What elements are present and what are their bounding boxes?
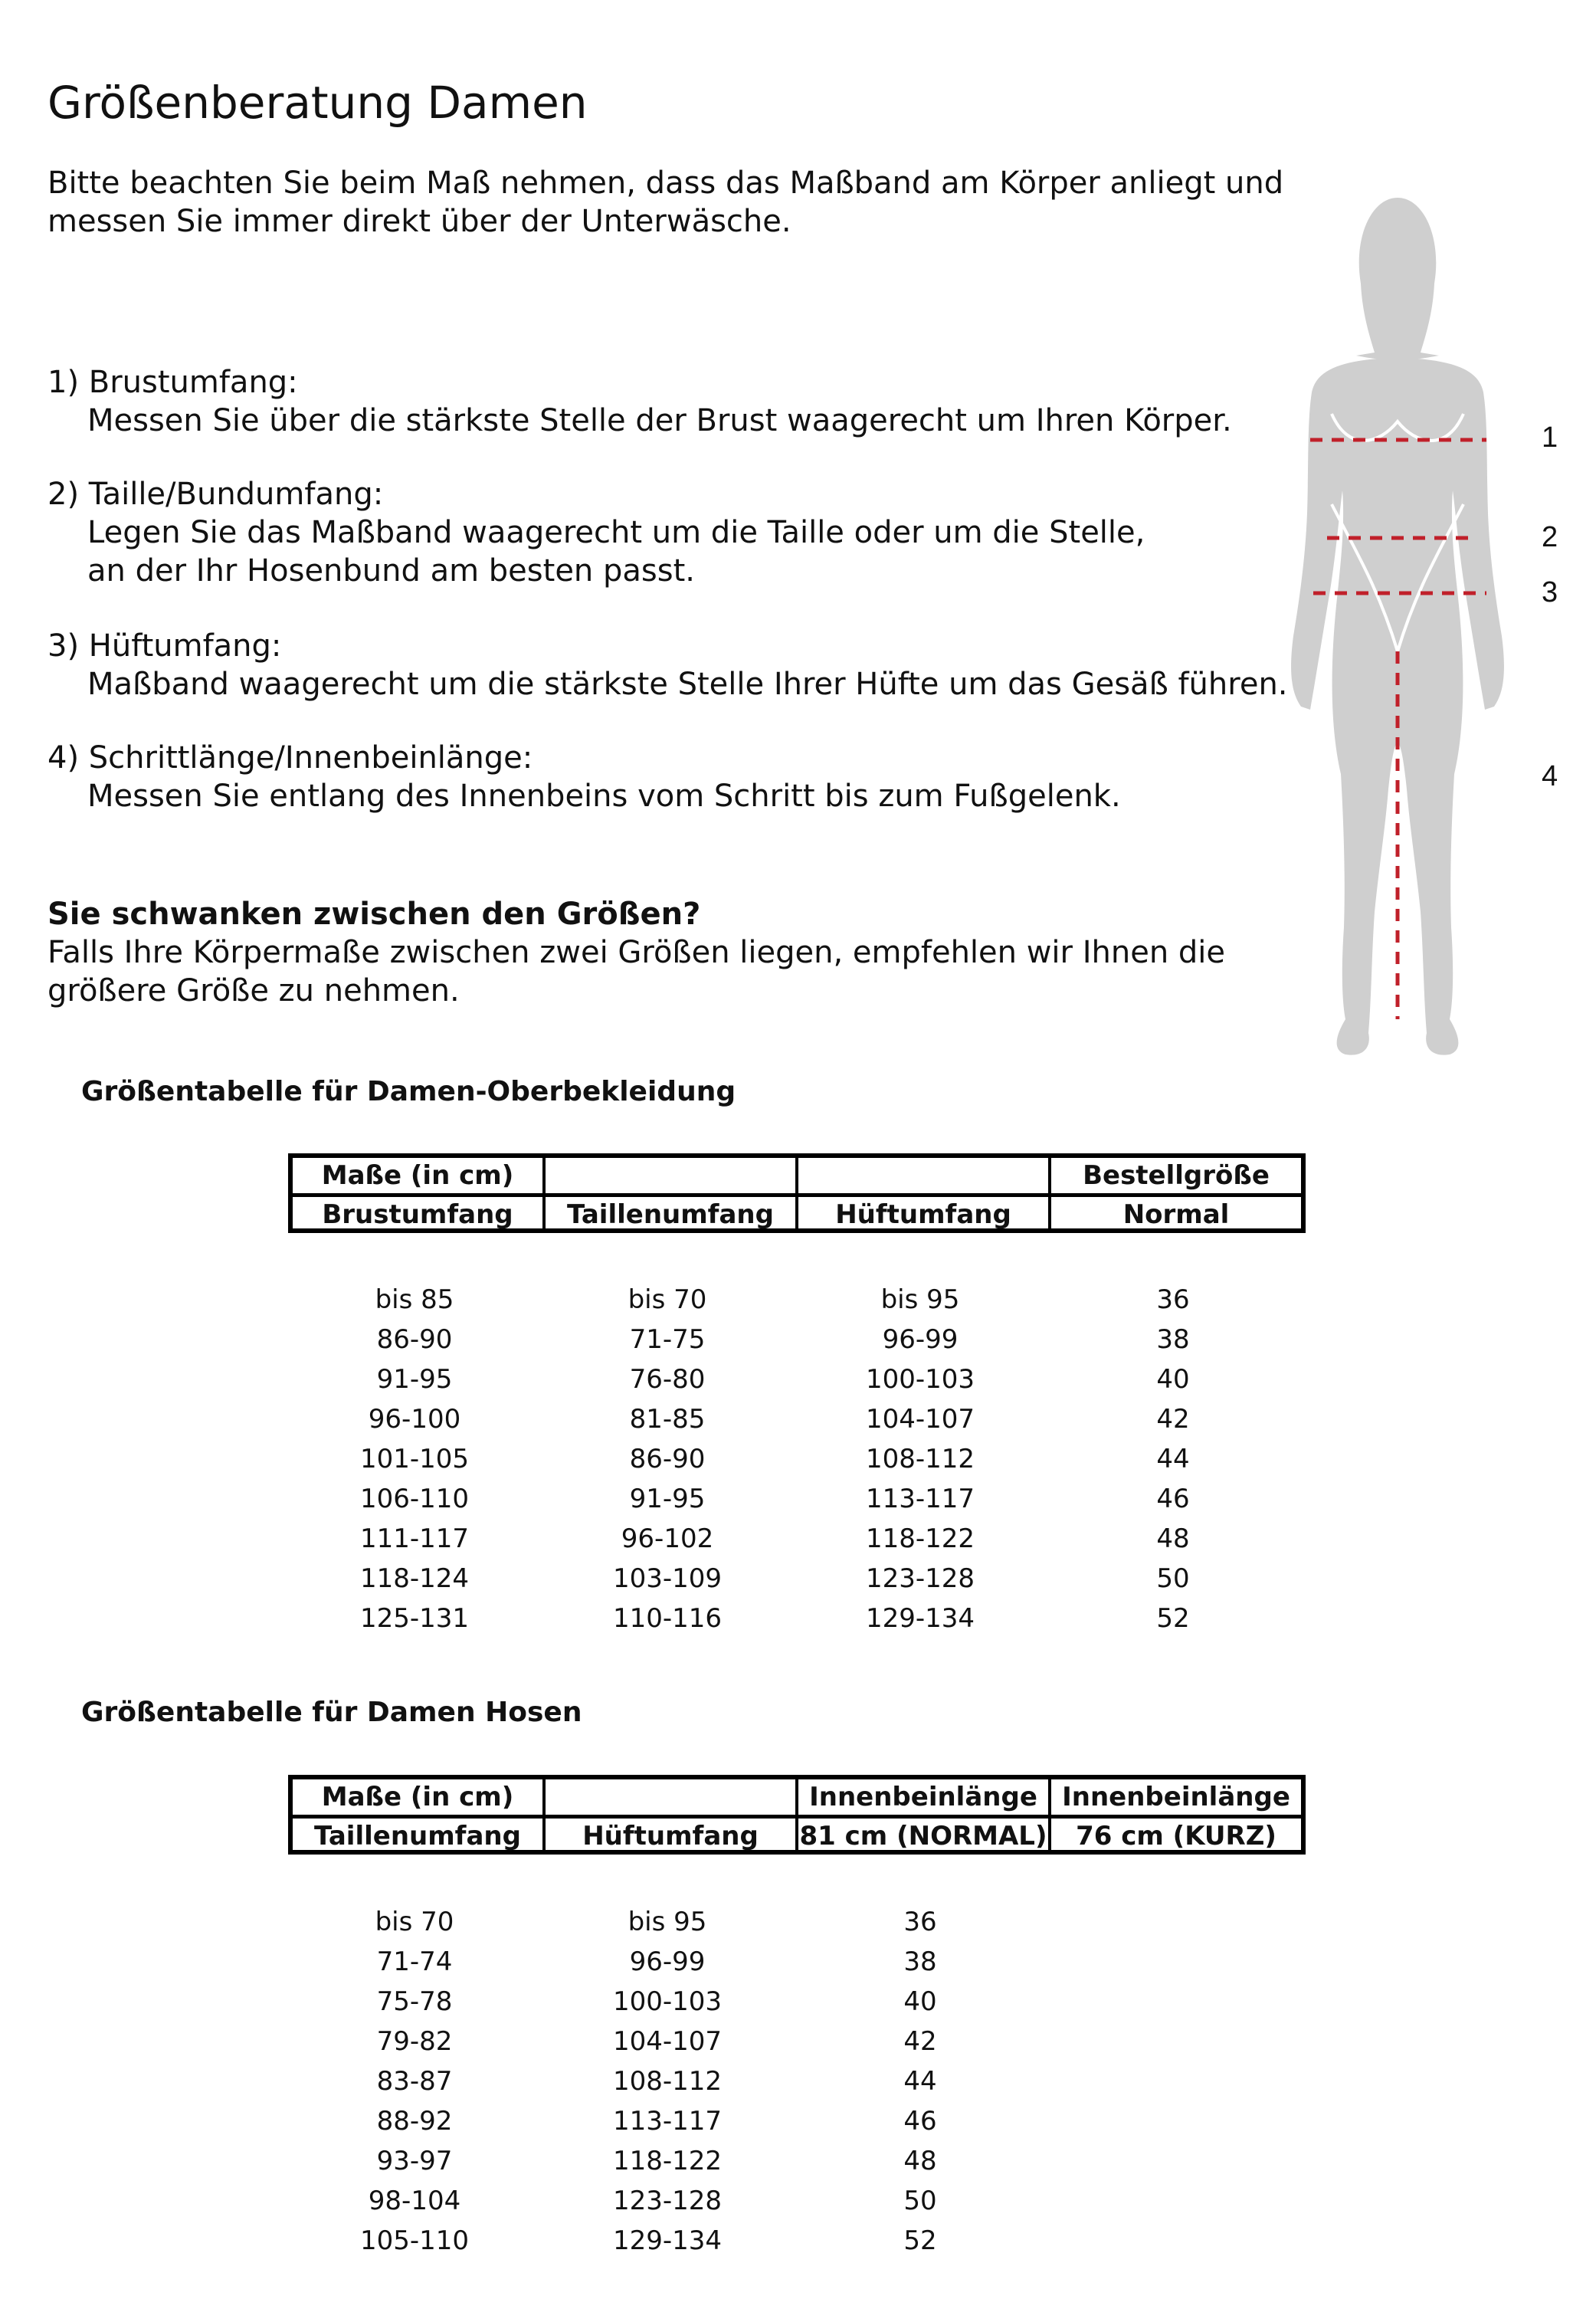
- table-row: [288, 2181, 1306, 2221]
- table-cell: 46: [903, 2106, 937, 2137]
- table-cell: 52: [1156, 1603, 1190, 1634]
- table-cell: 52: [903, 2225, 937, 2256]
- table-cell: 104-107: [612, 2026, 723, 2057]
- table-cell: bis 70: [375, 1907, 454, 1937]
- table-row: [288, 1902, 1306, 1942]
- table-cell: 96-99: [882, 1324, 959, 1355]
- table-row: [288, 2101, 1306, 2141]
- table-cell: 105-110: [359, 2225, 470, 2256]
- table-cell: 42: [1156, 1404, 1190, 1435]
- table-cell: 104-107: [865, 1404, 975, 1435]
- table-row: [288, 1439, 1306, 1479]
- table-cell: 36: [903, 1907, 937, 1937]
- size-advice: [48, 895, 1225, 1010]
- table-cell: 86-90: [629, 1444, 706, 1474]
- table-cell: 103-109: [612, 1563, 723, 1594]
- table-cell: 129-134: [865, 1603, 975, 1634]
- table-caption-hosen: Größentabelle für Damen Hosen: [81, 1697, 582, 1728]
- section-hueftumfang: [48, 627, 1288, 703]
- intro-line: Bitte beachten Sie beim Maß nehmen, dass das Maßband am Körper anliegt und: [48, 166, 1284, 201]
- section-text: Maßband waagerecht um die stärkste Stelle Ihrer Hüfte um das Gesäß führen.: [87, 667, 1288, 702]
- table-cell: 44: [1156, 1444, 1190, 1474]
- table-row: [288, 2061, 1306, 2101]
- section-heading: 2) Taille/Bundumfang:: [48, 477, 384, 512]
- table-cell: 96-99: [629, 1946, 706, 1977]
- table-cell: 38: [1156, 1324, 1190, 1355]
- table-cell: 71-74: [376, 1946, 453, 1977]
- header-cell: Normal: [1122, 1199, 1230, 1230]
- table-header-hosen: [288, 1775, 1306, 1855]
- table-cell: 40: [1156, 1364, 1190, 1395]
- table-cell: 81-85: [629, 1404, 706, 1435]
- table-cell: 108-112: [865, 1444, 975, 1474]
- table-cell: 125-131: [359, 1603, 470, 1634]
- table-cell: 91-95: [376, 1364, 453, 1395]
- header-cell: Brustumfang: [293, 1197, 546, 1232]
- table-cell: 101-105: [359, 1444, 470, 1474]
- table-cell: 48: [1156, 1523, 1190, 1554]
- table-row: [288, 1559, 1306, 1599]
- figure-label-2: 2: [1542, 521, 1558, 553]
- table-cell: 50: [903, 2186, 937, 2216]
- size-advice-text: größere Größe zu nehmen.: [48, 973, 460, 1008]
- table-cell: 36: [1156, 1284, 1190, 1315]
- table-row: [288, 1599, 1306, 1638]
- table-cell: 86-90: [376, 1324, 453, 1355]
- table-cell: 129-134: [612, 2225, 723, 2256]
- table-row: [288, 2221, 1306, 2261]
- table-cell: 93-97: [376, 2146, 453, 2176]
- header-cell: Maße (in cm): [293, 1158, 546, 1193]
- table-row: [288, 1519, 1306, 1559]
- table-row: [288, 1320, 1306, 1359]
- header-cell: [546, 1779, 798, 1815]
- header-cell: 81 cm (NORMAL): [798, 1819, 1051, 1854]
- table-cell: 123-128: [612, 2186, 723, 2216]
- table-row: [288, 1399, 1306, 1439]
- table-cell: bis 95: [880, 1284, 960, 1315]
- table-cell: bis 85: [375, 1284, 454, 1315]
- header-cell: Maße (in cm): [293, 1779, 546, 1815]
- body-silhouette-figure: [1257, 192, 1517, 1065]
- table-cell: bis 70: [628, 1284, 707, 1315]
- table-cell: 118-122: [865, 1523, 975, 1554]
- page-title: Größenberatung Damen: [48, 77, 588, 129]
- table-cell: 79-82: [376, 2026, 453, 2057]
- table-cell: 123-128: [865, 1563, 975, 1594]
- intro-paragraph: [48, 164, 1283, 241]
- table-cell: 71-75: [629, 1324, 706, 1355]
- table-cell: 111-117: [359, 1523, 470, 1554]
- header-cell: [546, 1158, 798, 1193]
- section-text: Messen Sie entlang des Innenbeins vom Schritt bis zum Fußgelenk.: [87, 779, 1121, 814]
- table-cell: 118-122: [612, 2146, 723, 2176]
- figure-label-4: 4: [1542, 760, 1558, 792]
- table-cell: 48: [903, 2146, 937, 2176]
- table-cell: 42: [903, 2026, 937, 2057]
- table-cell: bis 95: [628, 1907, 707, 1937]
- section-text: Legen Sie das Maßband waagerecht um die Taille oder um die Stelle,: [87, 515, 1145, 550]
- table-cell: 50: [1156, 1563, 1190, 1594]
- figure-label-3: 3: [1542, 576, 1558, 608]
- table-cell: 75-78: [376, 1986, 453, 2017]
- section-text: Messen Sie über die stärkste Stelle der Brust waagerecht um Ihren Körper.: [87, 403, 1232, 438]
- figure-label-1: 1: [1542, 421, 1558, 454]
- header-cell: Taillenumfang: [546, 1197, 798, 1232]
- table-cell: 38: [903, 1946, 937, 1977]
- header-cell: 76 cm (KURZ): [1076, 1821, 1276, 1851]
- size-advice-heading: Sie schwanken zwischen den Größen?: [48, 897, 701, 932]
- table-cell: 100-103: [865, 1364, 975, 1395]
- table-cell: 108-112: [612, 2066, 723, 2097]
- header-cell: Hüftumfang: [798, 1197, 1051, 1232]
- table-cell: 76-80: [629, 1364, 706, 1395]
- table-row: [288, 1942, 1306, 1982]
- section-schrittlaenge: [48, 739, 1121, 815]
- table-row: [288, 1479, 1306, 1519]
- table-cell: 88-92: [376, 2106, 453, 2137]
- table-row: [288, 1982, 1306, 2022]
- header-cell: Hüftumfang: [546, 1819, 798, 1854]
- table-cell: 118-124: [359, 1563, 470, 1594]
- table-cell: 44: [903, 2066, 937, 2097]
- section-heading: 1) Brustumfang:: [48, 365, 298, 400]
- table-header-oberbekleidung: [288, 1153, 1306, 1233]
- header-cell: Taillenumfang: [293, 1819, 546, 1854]
- section-heading: 4) Schrittlänge/Innenbeinlänge:: [48, 740, 533, 776]
- section-taille: [48, 475, 1145, 590]
- header-cell: Innenbeinlänge: [798, 1779, 1051, 1815]
- silhouette-shape: [1291, 198, 1504, 1055]
- table-cell: 98-104: [368, 2186, 461, 2216]
- table-cell: 83-87: [376, 2066, 453, 2097]
- table-cell: 100-103: [612, 1986, 723, 2017]
- header-cell: Innenbeinlänge: [1062, 1782, 1290, 1812]
- table-cell: 113-117: [612, 2106, 723, 2137]
- table-cell: 96-102: [621, 1523, 714, 1554]
- table-cell: 40: [903, 1986, 937, 2017]
- table-cell: 113-117: [865, 1484, 975, 1514]
- table-cell: 96-100: [368, 1404, 461, 1435]
- intro-line: messen Sie immer direkt über der Unterwäsche.: [48, 204, 791, 239]
- header-cell: [798, 1158, 1051, 1193]
- table-row: [288, 2022, 1306, 2061]
- table-row: [288, 1359, 1306, 1399]
- table-row: [288, 1280, 1306, 1320]
- size-advice-text: Falls Ihre Körpermaße zwischen zwei Größen liegen, empfehlen wir Ihnen die: [48, 935, 1225, 970]
- table-cell: 91-95: [629, 1484, 706, 1514]
- table-caption-oberbekleidung: Größentabelle für Damen-Oberbekleidung: [81, 1076, 736, 1107]
- table-row: [288, 2141, 1306, 2181]
- section-text: an der Ihr Hosenbund am besten passt.: [87, 553, 695, 589]
- table-cell: 106-110: [359, 1484, 470, 1514]
- table-cell: 46: [1156, 1484, 1190, 1514]
- section-brustumfang: [48, 363, 1232, 440]
- table-cell: 110-116: [612, 1603, 723, 1634]
- section-heading: 3) Hüftumfang:: [48, 628, 282, 664]
- header-cell: Bestellgröße: [1083, 1160, 1270, 1191]
